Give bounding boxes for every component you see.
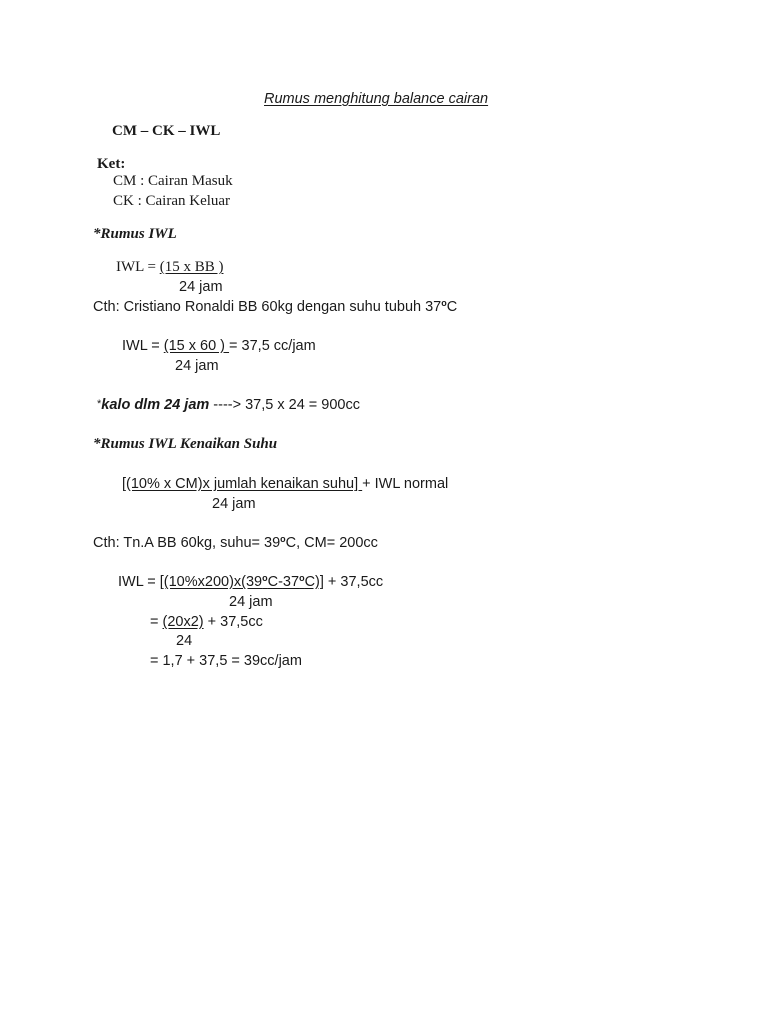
degree-symbol: o — [262, 573, 268, 584]
ket-cm: CM : Cairan Masuk — [113, 173, 233, 189]
calc1-numerator — [160, 574, 324, 590]
iwl-example — [93, 300, 457, 315]
page-title: Rumus menghitung balance cairan — [264, 91, 489, 107]
calc2-numerator: (20x2) — [162, 614, 204, 630]
iwl-example-text: Cth: Cristiano Ronaldi BB 60kg dengan suhu tubuh 37 — [93, 299, 442, 315]
ket-label: Ket: — [97, 156, 126, 172]
iwl-day-calc — [97, 398, 360, 413]
iwl-calc-numerator: (15 x 60 ) — [163, 338, 230, 354]
kenaikan-formula-denominator: 24 jam — [212, 496, 256, 512]
day-label: kalo dlm 24 jam — [101, 397, 210, 413]
calc1-num-b: C-37 — [267, 574, 300, 590]
calc2-prefix: = — [150, 614, 163, 630]
degree-symbol: o — [299, 573, 305, 584]
kenaikan-calc3: = 1,7 + 37,5 = 39cc/jam — [150, 653, 302, 669]
kenaikan-example-b: C, CM= 200cc — [285, 535, 378, 551]
iwl-calc — [122, 339, 316, 354]
iwl-heading: *Rumus IWL — [93, 226, 177, 242]
kenaikan-calc1 — [118, 575, 383, 590]
iwl-formula — [116, 260, 223, 275]
kenaikan-formula-numerator: [(10% x CM)x jumlah kenaikan suhu] — [122, 476, 363, 492]
day-star: * — [97, 398, 102, 410]
iwl-calc-result: = 37,5 cc/jam — [229, 338, 316, 354]
iwl-formula-numerator: (15 x BB ) — [159, 259, 224, 275]
degree-symbol: o — [280, 534, 286, 545]
kenaikan-calc2-denominator: 24 — [176, 633, 193, 649]
iwl-calc-prefix: IWL = — [122, 338, 164, 354]
calc1-num-a: [(10%x200)x(39 — [159, 574, 263, 590]
iwl-example-unit: C — [446, 299, 458, 315]
iwl-formula-prefix: IWL = — [116, 259, 160, 275]
calc1-prefix: IWL = — [118, 574, 160, 590]
calc2-suffix: + 37,5cc — [203, 614, 263, 630]
kenaikan-calc1-denominator: 24 jam — [229, 594, 273, 610]
day-calc-value: ----> 37,5 x 24 = 900cc — [209, 397, 360, 413]
main-formula: CM – CK – IWL — [112, 123, 221, 139]
kenaikan-example — [93, 536, 378, 551]
ket-ck: CK : Cairan Keluar — [113, 193, 231, 209]
iwl-formula-denominator: 24 jam — [179, 279, 223, 295]
iwl-calc-denominator: 24 jam — [175, 358, 219, 374]
kenaikan-formula — [122, 477, 448, 492]
degree-symbol: o — [441, 298, 447, 309]
kenaikan-example-a: Cth: Tn.A BB 60kg, suhu= 39 — [93, 535, 281, 551]
kenaikan-calc2 — [150, 615, 263, 630]
calc1-num-c: C)] — [304, 574, 324, 590]
kenaikan-heading: *Rumus IWL Kenaikan Suhu — [93, 436, 278, 452]
calc1-suffix: + 37,5cc — [323, 574, 384, 590]
kenaikan-formula-suffix: + IWL normal — [362, 476, 449, 492]
